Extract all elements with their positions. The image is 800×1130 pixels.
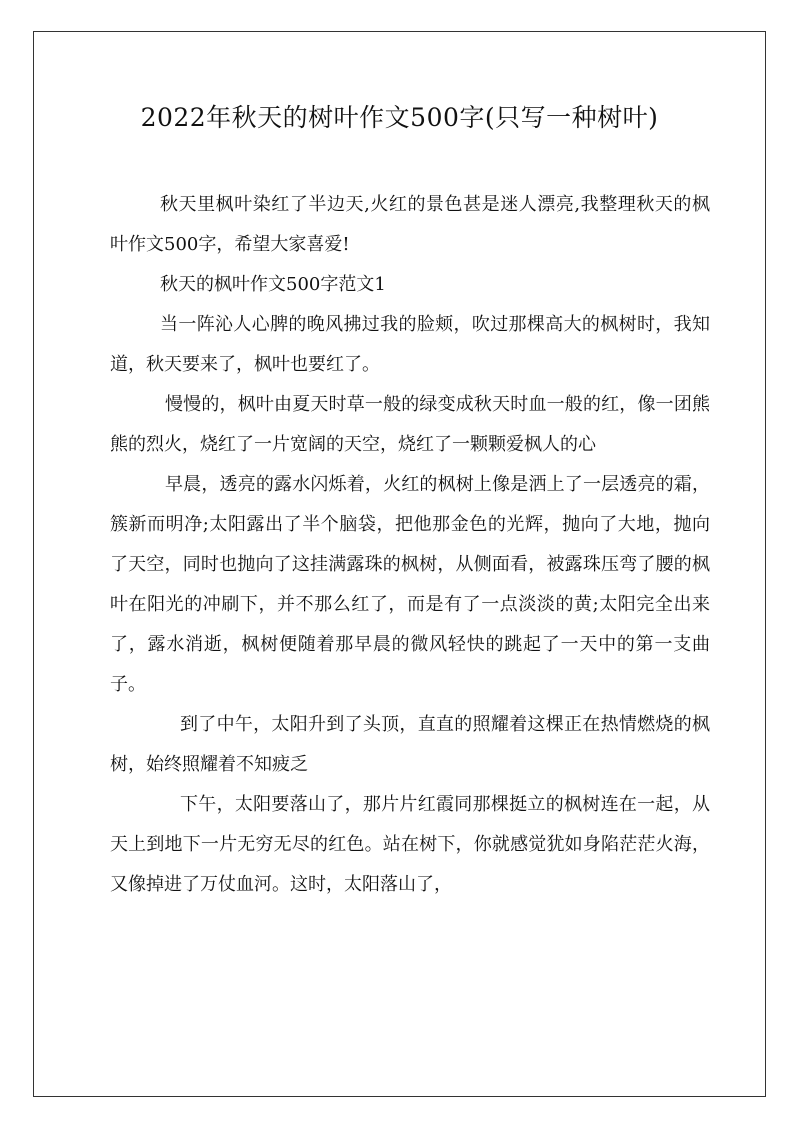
paragraph-noon: 到了中午，太阳升到了头顶，直直的照耀着这棵正在热情燃烧的枫树，始终照耀着不知疲乏 <box>110 714 710 775</box>
document-body <box>110 185 710 905</box>
paragraph-subheading: 秋天的枫叶作文500字范文1 <box>160 274 386 295</box>
paragraph-afternoon: 下午，太阳要落山了，那片片红霞同那棵挺立的枫树连在一起，从天上到地下一片无穷无尽的红色。站在树下，你就感觉犹如身陷茫茫火海，又像掉进了万仗血河。这时，太阳落山了， <box>110 794 710 895</box>
document-title: 2022年秋天的树叶作文500字(只写一种树叶) <box>140 103 659 132</box>
paragraph-morning: 早晨，透亮的露水闪烁着，火红的枫树上像是洒上了一层透亮的霜，簇新而明净;太阳露出了半个脑袋，把他那金色的光辉，抛向了大地，抛向了天空，同时也抛向了这挂满露珠的枫树，从侧面看，被露珠压弯了腰的枫叶在阳光的冲刷下，并不那么红了，而是有了一点淡淡的黄;太阳完全出来了，露水消逝，枫树便随着那早晨的微风轻快的跳起了一天中的第一支曲子。 <box>110 474 710 695</box>
paragraph-intro: 秋天里枫叶染红了半边天,火红的景色甚是迷人漂亮,我整理秋天的枫叶作文500字，希望大家喜爱! <box>110 194 710 255</box>
paragraph-leaves-turn-red: 慢慢的，枫叶由夏天时草一般的绿变成秋天时血一般的红，像一团熊熊的烈火，烧红了一片宽阔的天空，烧红了一颗颗爱枫人的心 <box>110 394 710 455</box>
paragraph-evening-wind: 当一阵沁人心脾的晚风拂过我的脸颊，吹过那棵高大的枫树时，我知道，秋天要来了，枫叶也要红了。 <box>110 314 710 375</box>
